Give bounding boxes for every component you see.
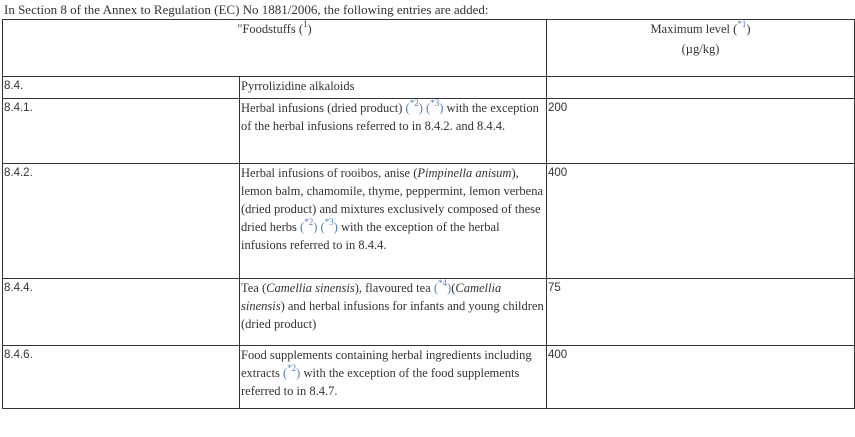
unit-label: (µg/kg) [681,42,720,56]
table-header-row [3,20,855,77]
entry-level: 200 [547,99,855,164]
footnote-link[interactable]: ($^{*3}$) [320,217,338,234]
amendment-table [2,19,855,409]
entry-level: 400 [547,346,855,409]
entry-title: Pyrrolizidine alkaloids [240,77,547,99]
entry-level [547,77,855,99]
max-level-header: Maximum level ($^{*1}$) (µg/kg) [547,20,855,77]
entry-level: 75 [547,279,855,346]
entry-level: 400 [547,164,855,279]
footnote-link[interactable]: ($^{*3}$) [426,98,444,115]
table-row [3,77,855,99]
entry-description: Herbal infusions (dried product) ($^{*2}$) ($^{*3}$) with the exception of the herbal infusions referred to in 8.4.2. and 8.4.4. [240,99,547,164]
entry-description: Food supplements containing herbal ingredients including extracts ($^{*2}$) with the exception of the food supplements referred to in 8.4.7. [240,346,547,409]
entry-code: 8.4. [3,77,240,99]
footnote-link[interactable]: ($^{*2}$) [300,217,318,234]
entry-description: Tea (Camellia sinensis), flavoured tea ($^{*4}$)(Camellia sinensis) and herbal infusions for infants and young children (dried product) [240,279,547,346]
footnote-link[interactable]: ($^{*4}$) [433,278,452,295]
entry-description: Herbal infusions of rooibos, anise (Pimpinella anisum), lemon balm, chamomile, thyme, peppermint, lemon verbena (dried product) and mixtures exclusively composed of these dried herbs ($^{*2}$) ($^{*3}$) with the exception of the herbal infusions referred to in 8.4.4. [240,164,547,279]
footnote-link[interactable]: *1 [737,19,747,29]
entry-code: 8.4.4. [3,279,240,346]
footnote-link[interactable]: ($^{*2}$) [405,98,423,115]
table-row [3,164,855,279]
foodstuffs-header: "Foodstuffs ($^1$) [3,20,547,77]
entry-code: 8.4.6. [3,346,240,409]
table-row [3,346,855,409]
intro-text: In Section 8 of the Annex to Regulation (EC) No 1881/2006, the following entries are added: [4,2,489,17]
entry-code: 8.4.2. [3,164,240,279]
table-row [3,279,855,346]
table-row [3,99,855,164]
entry-code: 8.4.1. [3,99,240,164]
footnote-link[interactable]: ($^{*2}$) [283,363,301,380]
